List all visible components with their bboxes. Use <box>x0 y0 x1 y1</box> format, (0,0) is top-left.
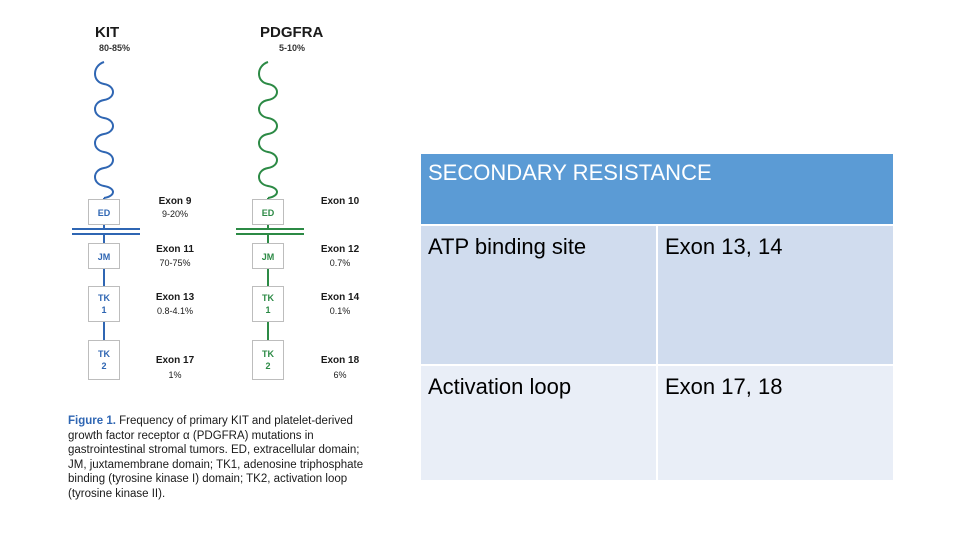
pdgfra-exon-14-freq: 0.1% <box>329 306 351 316</box>
kit-exon-11-label: Exon 11 <box>156 244 194 255</box>
kit-exon-13-freq: 0.8-4.1% <box>156 306 194 316</box>
kit-exon-13-label: Exon 13 <box>155 292 195 303</box>
pdgfra-exon-14-label: Exon 14 <box>320 292 360 303</box>
pdgfra-membrane <box>236 229 304 234</box>
table-row-2-site: Activation loop <box>421 366 656 480</box>
kit-domain-ed: ED <box>88 199 120 225</box>
figure-caption-label: Figure 1. <box>68 415 116 427</box>
kit-exon-9-freq: 9-20% <box>161 209 188 219</box>
pdgfra-domain-ed: ED <box>252 199 284 225</box>
pdgfra-exon-12-freq: 0.7% <box>329 258 351 268</box>
kit-title: KIT <box>95 24 120 41</box>
kit-exon-9-label: Exon 9 <box>158 196 192 207</box>
table-header: SECONDARY RESISTANCE <box>421 154 893 224</box>
kit-frequency: 80-85% <box>99 43 131 53</box>
pdgfra-domain-tk2: TK 2 <box>252 340 284 380</box>
table-row-2-exons: Exon 17, 18 <box>658 366 893 480</box>
pdgfra-title: PDGFRA <box>260 24 324 41</box>
pdgfra-exon-18-freq: 6% <box>333 370 347 380</box>
table-row-1-exons: Exon 13, 14 <box>658 226 893 364</box>
kit-exon-17-freq: 1% <box>168 370 182 380</box>
kit-membrane <box>72 229 140 234</box>
pdgfra-domain-jm: JM <box>252 243 284 269</box>
kit-exon-11-freq: 70-75% <box>159 258 191 268</box>
kit-domain-jm: JM <box>88 243 120 269</box>
kit-domain-tk1: TK 1 <box>88 286 120 322</box>
pdgfra-exon-18-label: Exon 18 <box>320 355 360 366</box>
pdgfra-exon-12-label: Exon 12 <box>320 244 360 255</box>
pdgfra-frequency: 5-10% <box>279 43 306 53</box>
kit-exon-17-label: Exon 17 <box>155 355 195 366</box>
table-row-1-site: ATP binding site <box>421 226 656 364</box>
pdgfra-domain-tk1: TK 1 <box>252 286 284 322</box>
figure-caption <box>68 414 378 501</box>
figure-caption-text: Frequency of primary KIT and platelet-derived growth factor receptor α (PDGFRA) mutations in gastrointestinal stromal tumors. ED, extracellular domain; JM, juxtamembrane domain; TK1, adenosine triphosphate binding (tyrosine kinase I) domain; TK2, activation loop (tyrosine kinase II). <box>68 415 364 500</box>
pdgfra-exon-10-label: Exon 10 <box>320 196 360 207</box>
kit-domain-tk2: TK 2 <box>88 340 120 380</box>
